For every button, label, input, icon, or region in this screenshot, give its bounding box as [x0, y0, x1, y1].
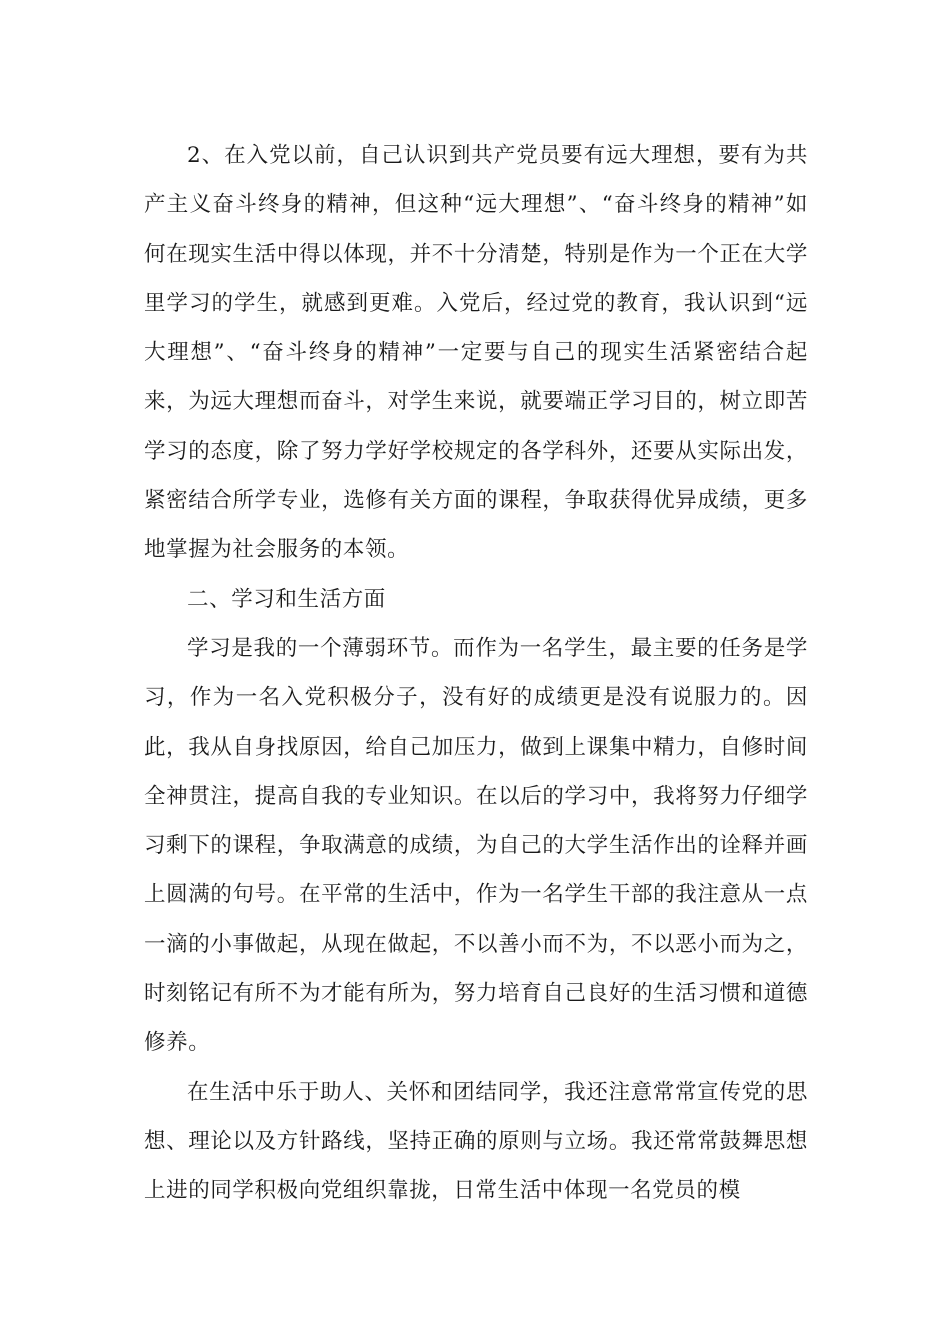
paragraph-ideals: 2、在入党以前，自己认识到共产党员要有远大理想，要有为共产主义奋斗终身的精神，但这种“远大理想”、“奋斗终身的精神”如何在现实生活中得以体现，并不十分清楚，特别是作为一个正在大学里学习的学生，就感到更难。入党后，经过党的教育，我认识到“远大理想”、“奋斗终身的精神”一定要与自己的现实生活紧密结合起来，为远大理想而奋斗，对学生来说，就要端正学习目的，树立即苦学习的态度，除了努力学好学校规定的各学科外，还要从实际出发，紧密结合所学专业，选修有关方面的课程，争取获得优异成绩，更多地掌握为社会服务的本领。: [144, 143, 808, 563]
document-body: [144, 131, 808, 1216]
section-heading-study-life: 二、学习和生活方面: [187, 586, 386, 612]
paragraph-helping-others: 在生活中乐于助人、关怀和团结同学，我还注意常常宣传党的思想、理论以及方针路线，坚持正确的原则与立场。我还常常鼓舞思想上进的同学积极向党组织靠拢，日常生活中体现一名党员的模: [144, 1079, 808, 1204]
paragraph-study: 学习是我的一个薄弱环节。而作为一名学生，最主要的任务是学习，作为一名入党积极分子，没有好的成绩更是没有说服力的。因此，我从自身找原因，给自己加压力，做到上课集中精力，自修时间全神贯注，提高自我的专业知识。在以后的学习中，我将努力仔细学习剩下的课程，争取满意的成绩，为自己的大学生活作出的诠释并画上圆满的句号。在平常的生活中，作为一名学生干部的我注意从一点一滴的小事做起，从现在做起，不以善小而不为，不以恶小而为之，时刻铭记有所不为才能有所为，努力培育自己良好的生活习惯和道德修养。: [144, 635, 808, 1056]
